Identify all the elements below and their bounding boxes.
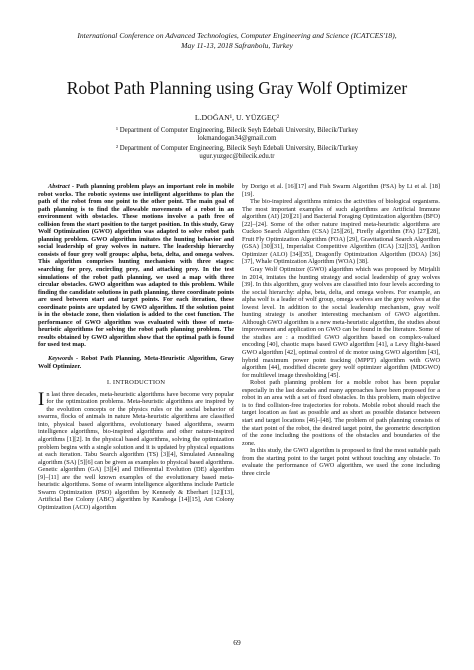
affiliation-1-email: lokmandogan34@gmail.com [197,135,277,143]
intro-paragraph-1-text: n last three decades, meta-heuristic algorithms have become very popular for the optimization problems. Meta-heuristic algorithms are inspired by the evolution concepts or the physics rules or the social behavior of swarms, flocks of animals in nature Meta-heuristic algorithms are classified into, physical based algorithms, evolutionary based algorithms, swarm intelligence algorithms, bio-inspired algorithms and other nature-inspired algorithms [1][2]. In the physical based algorithms, solving the optimization problem begins with a single solution and it is updated by physical equations at each iteration. Tabu Search algorithm (TS) [3][4], Simulated Annealing algorithm (SA) [5][6] can be given as examples to physical based algorithms. Genetic algorithm (GA) [3][4] and Differential Evolution (DE) algorithm [9]–[11] are the well known examples of the evolutionary based meta-heuristic algorithms. Some of swarm intelligence algorithms include Particle Swarm Optimization (PSO) algorithm by Kennedy & Eberhart [12][13], Artificial Bee Colony (ABC) algorithm by Karaboga [14][15], Ant Colony Optimization (ACO) algorithm [38,390,234,511]
affiliation-2 [20,145,454,162]
drop-cap: I [38,388,45,410]
keywords [38,355,234,370]
authors: L.DOĞAN¹, U. YÜZGEÇ² [194,113,280,122]
abstract [38,183,234,349]
right-column [242,183,440,477]
body-paragraph-gwo: Gray Wolf Optimizer (GWO) algorithm which was proposed by Mirjalili in 2014, imitates the hunting strategy and social leadership of gray wolves [39]. In this algorithm, gray wolves are classified into four levels according to the social hierarchy: alpha, beta, delta, and omega wolves. For example, an alpha wolf is a leader of wolf group, omega wolves are the grey wolves at the lowest level. In addition to the social leadership mechanism, gray wolf hunting strategy is another interesting mechanism of GWO algorithm. Although GWO algorithm is a new meta-heuristic algorithm, the studies about improvement and application on GWO can be found in the literature. Some of the studies are : a modified GWO algorithm based on complex-valued encoding [40], chaotic maps based GWO algorithm [41], a Levy flight-based GWO algorithm [42], optimal control of dc motor using GWO algorithm [43], hybrid maximum power point tracking (MPPT) algorithm with GWO algorithm [44], modified discrete grey wolf optimizer algorithm (MDGWO) for multilevel image thresholding [45]. [242,266,440,379]
abstract-text: - Path planning problem plays an important role in mobile robot works. The robotic systems use intelligent algorithms to plan the path of the robot from one point to the other point. The main goal of path planning is to find the allowable movements of a robot in an environment with obstacles. These motions involve a path free of collision from the start position to the target position. In this study, Gray Wolf Optimization (GWO) algorithm was adapted to solve robot path planning problem. GWO algorithm imitates the hunting behavior and social leadership of gray wolves in nature. The leadership hierarchy consists of four grey wolf groups: alpha, beta, delta, and omega wolves. This algorithm comprises hunting mechanism with three stages: searching for prey, encircling prey, and attacking prey. In the test simulations of the robot path planning, we used a map with three circular obstacles. GWO algorithm was adapted to this problem. While finding the candidate solutions in path planning, three coordinate points are used between start and target points. For each iteration, these coordinate points are updated by GWO algorithm. If the solution point is in the obstacle zone, then violation is added to the cost function. The performance of GWO algorithm was evaluated with those of meta-heuristic algorithms for solving the robot path planning problem. The results obtained by GWO algorithm show that the optimal path is found for used test map. [38,183,234,349]
affiliation-1-department: ¹ Department of Computer Engineering, Bilecik Seyh Edebali University, Bilecik/Turkey [115,127,359,134]
body-paragraph-continued: by Dorigo et al. [16][17] and Fish Swarm Algorithm (FSA) by Li et al. [18][19]. [242,183,440,198]
body-paragraph-path-planning: Robot path planning problem for a mobile robot has been popular especially in the last decades and many approaches have been proposed for a robot in an area with a set of fixed obstacles. In this problem, main objective is to find collision-free trajectories for robots. Mobile robot should reach the target location as fast as possible and as short as possible distance between start and target locations [46]–[48]. The problem of path planning consists of the start point of the robot, the desired target point, the geometric description of the zone including the positions of the obstacles and boundaries of the zone. [242,379,440,447]
conference-date-location: May 11-13, 2018 Safranbolu, Turkey [181,41,293,50]
affiliation-1 [20,127,454,144]
body-paragraph-bio-inspired: The bio-inspired algorithms mimics the activities of biological organisms. The most important examples of such algorithms are Artificial Immune algorithm (AI) [20][21] and Bacterial Foraging Optimization algorithm (BFO) [22]–[24]. Some of the other nature inspired meta-heuristic algorithms are Cuckoo Search Algorithm (CSA) [25][26], Firefly algorithm (FA) [27][28], Fruit Fly Optimization Algorithm (FOA) [29], Gravitational Search Algorithm (GSA) [30][31], Imperialist Competitive Algorithm (ICA) [32][33], Antlion Optimizer (ALO) [34][35], Dragonfly Optimization Algorithm (DOA) [36][37], Whale Optimization Algorithm (WOA) [38]. [242,198,440,266]
left-column [38,183,234,511]
section-heading-introduction: I. INTRODUCTION [106,379,166,387]
conference-header [40,31,434,51]
keywords-label: Keywords [48,355,74,363]
paper-title: Robot Path Planning using Gray Wolf Optimizer [66,78,408,98]
keywords-text: - Robot Path Planning, Meta-Heuristic Algorithm, Gray Wolf Optimizer. [38,355,234,370]
intro-paragraph-1 [38,388,234,512]
body-paragraph-this-study: In this study, the GWO algorithm is proposed to find the most suitable path from the starting point to the target point without touching any obstacle. To evaluate the performance of GWO algorithm, we used the zone including three circle [242,447,440,477]
affiliation-2-email: ugur.yuzgec@bilecik.edu.tr [199,153,275,161]
conference-name: International Conference on Advanced Technologies, Computer Engineering and Science (ICATCES'18), [77,31,397,40]
abstract-label: Abstract [48,183,70,190]
page-number: 69 [233,638,241,647]
affiliation-2-department: ² Department of Computer Engineering, Bilecik Seyh Edebali University, Bilecik/Turkey [115,145,359,152]
